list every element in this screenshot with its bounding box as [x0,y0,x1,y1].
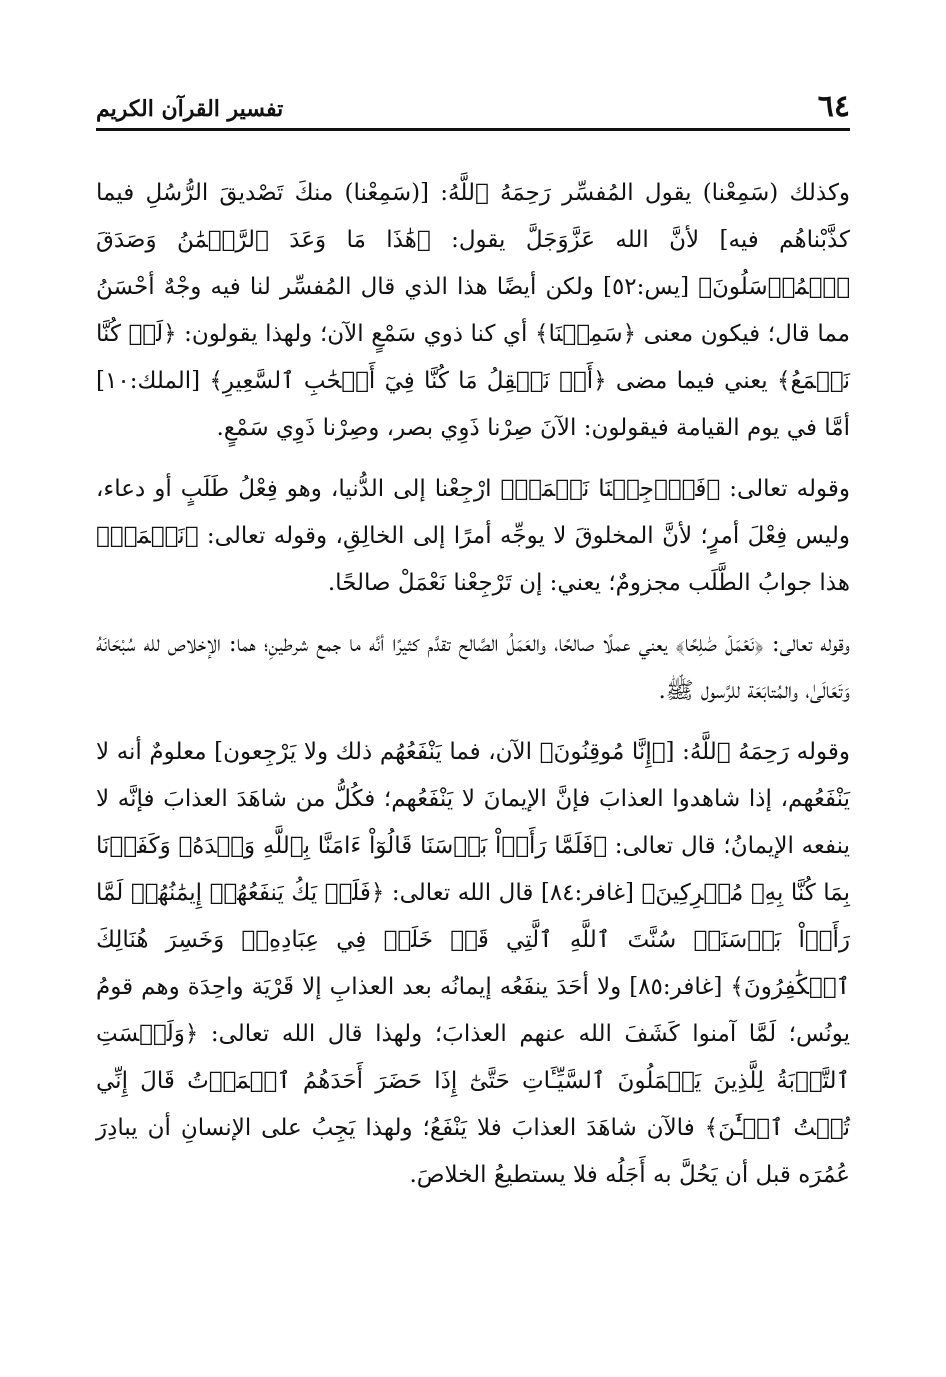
page-number: ٦٤ [817,89,850,124]
page-body [96,170,850,1213]
paragraph-2: وقوله تعالى: ﴿فَٱرۡجِعۡنَا نَعۡمَلۡ﴾ ارْجِعْنا إلى الدُّنيا، وهو فِعْلُ طَلَبٍ أو دعاء، وليس فِعْلَ أمرٍ؛ لأنَّ المخلوقَ لا يوجِّه أمرًا إلى الخالِقِ، وقوله تعالى: ﴿نَعۡمَلۡ﴾ هذا جوابُ الطَّلَب مجزومٌ؛ يعني: إن تَرْجِعْنا نَعْمَلْ صالحًا. [96,476,850,596]
page-header [96,88,850,131]
book-title: تفسير القرآن الكريم [96,96,284,122]
paragraph-3: وقوله تعالى: ﴿نَعۡمَلۡ صَٰلِحًا﴾ يعني عملًا صالحًا، والعَمَلُ الصَّالح تقدَّم كثيرًا أنَّه ما جمع شرطينِ؛ هما: الإخلاص لله سُبْحَانَهُ وَتَعَالَىٰ، والمُتابَعَة للرَّسول ﷺ. [96,631,850,704]
paragraph-4: وقوله رَحِمَهُ ٱللَّهُ: [﴿إِنَّا مُوقِنُونَ﴾ الآن، فما يَنْفَعُهُم ذلك ولا يَرْجِعون] معلومٌ أنه لا يَنْفَعُهم، إذا شاهدوا العذابَ فإنَّ الإيمانَ لا يَنْفَعُهم؛ فكُلُّ من شاهَدَ العذابَ فإنَّه لا ينفعه الإيمانُ؛ قال تعالى: ﴿فَلَمَّا رَأَوۡاْ بَأۡسَنَا قَالُوٓاْ ءَامَنَّا بِٱللَّهِ وَحۡدَهُۥ وَكَفَرۡنَا بِمَا كُنَّا بِهِۦ مُشۡرِكِينَ﴾ [غافر:٨٤] قال الله تعالى: ﴿فَلَمۡ يَكُ يَنفَعُهُمۡ إِيمَٰنُهُمۡ لَمَّا رَأَوۡاْ بَأۡسَنَاۖ سُنَّتَ ٱللَّهِ ٱلَّتِي قَدۡ خَلَتۡ فِي عِبَادِهِۦۖ وَخَسِرَ هُنَالِكَ ٱلۡكَٰفِرُونَ﴾ [غافر:٨٥] ولا أحَدَ ينفَعُه إيمانُه بعد العذابِ إلا قَرْيَة واحِدَة وهم قومُ يونُس؛ لَمَّا آمنوا كَشَفَ الله عنهم العذابَ؛ ولهذا قال الله تعالى: ﴿وَلَيۡسَتِ ٱلتَّوۡبَةُ لِلَّذِينَ يَعۡمَلُونَ ٱلسَّيِّـَٔاتِ حَتَّىٰٓ إِذَا حَضَرَ أَحَدَهُمُ ٱلۡمَوۡتُ قَالَ إِنِّي تُبۡتُ ٱلۡـَٰٔنَ﴾ فالآن شاهَدَ العذابَ فلا يَنْفَعُ؛ ولهذا يَجِبُ على الإنسانِ أن يبادِرَ عُمُرَه قبل أن يَحُلَّ به أَجَلُه فلا يستطيعُ الخلاصَ. [96,739,850,1188]
paragraph-1: وكذلك (سَمِعْنا) يقول المُفسِّر رَحِمَهُ ٱللَّهُ: [(سَمِعْنا) منكَ تَصْديقَ الرُّسُلِ فيما كذَّبْناهُم فيه] لأنَّ الله عَزَّوَجَلَّ يقول: ﴿هَٰذَا مَا وَعَدَ ٱلرَّحۡمَٰنُ وَصَدَقَ ٱلۡمُرۡسَلُونَ﴾ [يس:٥٢] ولكن أيضًا هذا الذي قال المُفسِّر لنا فيه وجْهٌ أحْسَنُ مما قال؛ فيكون معنى ﴿سَمِعۡنَا﴾ أي كنا ذوي سَمْعٍ الآن؛ ولهذا يقولون: ﴿لَوۡ كُنَّا نَسۡمَعُ﴾ يعني فيما مضى ﴿أَوۡ نَعۡقِلُ مَا كُنَّا فِيٓ أَصۡحَٰبِ ٱلسَّعِيرِ﴾ [الملك:١٠] أمَّا في يوم القيامة فيقولون: الآنَ صِرْنا ذَوِي بصر، وصِرْنا ذَوِي سَمْعٍ. [96,180,850,441]
